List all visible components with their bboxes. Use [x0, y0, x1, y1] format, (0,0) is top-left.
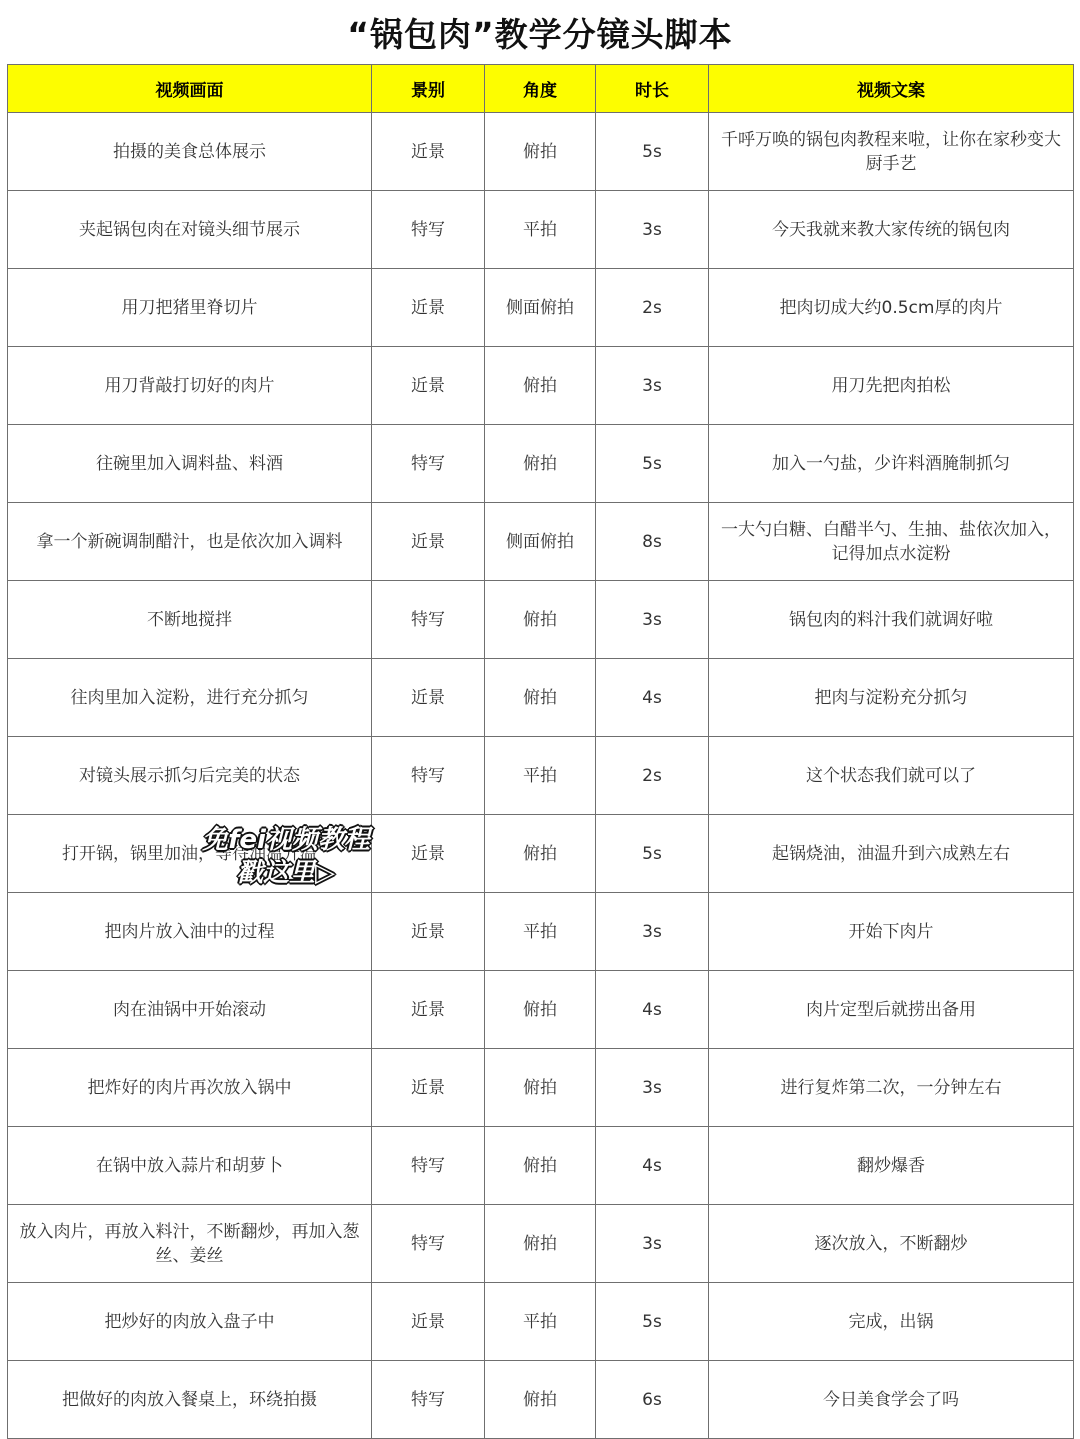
table-row: [8, 659, 1074, 737]
cell-angle: 俯拍: [485, 1205, 596, 1283]
cell-shot: 在锅中放入蒜片和胡萝卜: [8, 1127, 372, 1205]
header-angle: 角度: [485, 65, 596, 113]
cell-copy: 进行复炸第二次，一分钟左右: [709, 1049, 1074, 1127]
table-row: [8, 503, 1074, 581]
table-body: [8, 113, 1074, 1439]
cell-copy: 把肉切成大约0.5cm厚的肉片: [709, 269, 1074, 347]
cell-duration: 3s: [596, 581, 709, 659]
cell-copy: 加入一勺盐，少许料酒腌制抓匀: [709, 425, 1074, 503]
cell-shot-size: 近景: [372, 815, 485, 893]
cell-angle: 俯拍: [485, 1127, 596, 1205]
table-row: [8, 1205, 1074, 1283]
cell-duration: 4s: [596, 659, 709, 737]
cell-angle: 平拍: [485, 893, 596, 971]
cell-copy: 起锅烧油，油温升到六成熟左右: [709, 815, 1074, 893]
cell-copy: 逐次放入，不断翻炒: [709, 1205, 1074, 1283]
table-row: [8, 1127, 1074, 1205]
table-row: [8, 113, 1074, 191]
cell-duration: 6s: [596, 1361, 709, 1439]
cell-shot: 往肉里加入淀粉，进行充分抓匀: [8, 659, 372, 737]
cell-duration: 3s: [596, 1049, 709, 1127]
table-row: [8, 1283, 1074, 1361]
cell-shot-size: 特写: [372, 737, 485, 815]
cell-angle: 俯拍: [485, 113, 596, 191]
cell-shot: 对镜头展示抓匀后完美的状态: [8, 737, 372, 815]
cell-duration: 3s: [596, 191, 709, 269]
table-row: [8, 347, 1074, 425]
cell-copy: 开始下肉片: [709, 893, 1074, 971]
cell-copy: 一大勺白糖、白醋半勺、生抽、盐依次加入，记得加点水淀粉: [709, 503, 1074, 581]
cell-duration: 3s: [596, 347, 709, 425]
cell-angle: 侧面俯拍: [485, 269, 596, 347]
cell-shot: 放入肉片，再放入料汁，不断翻炒，再加入葱丝、姜丝: [8, 1205, 372, 1283]
cell-duration: 3s: [596, 893, 709, 971]
cell-shot: 把肉片放入油中的过程: [8, 893, 372, 971]
cell-shot-size: 近景: [372, 347, 485, 425]
cell-duration: 8s: [596, 503, 709, 581]
cell-shot: 把做好的肉放入餐桌上，环绕拍摄: [8, 1361, 372, 1439]
cell-duration: 5s: [596, 1283, 709, 1361]
cell-copy: 把肉与淀粉充分抓匀: [709, 659, 1074, 737]
cell-shot-size: 近景: [372, 1049, 485, 1127]
cell-angle: 侧面俯拍: [485, 503, 596, 581]
cell-shot: 拍摄的美食总体展示: [8, 113, 372, 191]
cell-shot-size: 近景: [372, 971, 485, 1049]
cell-angle: 俯拍: [485, 347, 596, 425]
cell-copy: 今日美食学会了吗: [709, 1361, 1074, 1439]
cell-angle: 平拍: [485, 737, 596, 815]
cell-angle: 平拍: [485, 191, 596, 269]
cell-shot-size: 特写: [372, 191, 485, 269]
cell-shot-size: 近景: [372, 503, 485, 581]
table-header-row: [8, 65, 1074, 113]
watermark-line-1: 免fei视频教程: [202, 825, 370, 855]
cell-copy: 今天我就来教大家传统的锅包肉: [709, 191, 1074, 269]
cell-shot: 用刀背敲打切好的肉片: [8, 347, 372, 425]
cell-shot: 往碗里加入调料盐、料酒: [8, 425, 372, 503]
cell-shot-size: 特写: [372, 581, 485, 659]
cell-shot-size: 近景: [372, 269, 485, 347]
cell-shot-size: 近景: [372, 659, 485, 737]
storyboard-table: [7, 64, 1074, 1439]
cell-angle: 俯拍: [485, 425, 596, 503]
cell-copy: 用刀先把肉拍松: [709, 347, 1074, 425]
cell-shot-size: 特写: [372, 425, 485, 503]
table-row: [8, 269, 1074, 347]
table-row: [8, 191, 1074, 269]
cell-duration: 4s: [596, 971, 709, 1049]
cell-angle: 俯拍: [485, 1361, 596, 1439]
watermark-line-2: 戳这里▷: [237, 858, 335, 888]
cell-duration: 5s: [596, 113, 709, 191]
cell-angle: 俯拍: [485, 659, 596, 737]
cell-shot-size: 近景: [372, 113, 485, 191]
cell-shot: 把炸好的肉片再次放入锅中: [8, 1049, 372, 1127]
cell-duration: 2s: [596, 269, 709, 347]
cell-shot-size: 近景: [372, 893, 485, 971]
cell-shot-size: 特写: [372, 1361, 485, 1439]
cell-shot-size: 特写: [372, 1127, 485, 1205]
cell-angle: 平拍: [485, 1283, 596, 1361]
header-shot-size: 景别: [372, 65, 485, 113]
cell-shot: 不断地搅拌: [8, 581, 372, 659]
table-row: [8, 893, 1074, 971]
table-row: [8, 737, 1074, 815]
cell-shot: 把炒好的肉放入盘子中: [8, 1283, 372, 1361]
cell-duration: 5s: [596, 425, 709, 503]
cell-shot-size: 近景: [372, 1283, 485, 1361]
cell-angle: 俯拍: [485, 1049, 596, 1127]
page-title: “锅包肉”教学分镜头脚本: [347, 15, 733, 54]
cell-shot: 打开锅，锅里加油，等待油温升温: [8, 815, 372, 893]
cell-duration: 2s: [596, 737, 709, 815]
cell-copy: 千呼万唤的锅包肉教程来啦，让你在家秒变大厨手艺: [709, 113, 1074, 191]
cell-copy: 翻炒爆香: [709, 1127, 1074, 1205]
cell-shot-size: 特写: [372, 1205, 485, 1283]
cell-duration: 5s: [596, 815, 709, 893]
cell-copy: 这个状态我们就可以了: [709, 737, 1074, 815]
header-shot: 视频画面: [8, 65, 372, 113]
cell-shot: 用刀把猪里脊切片: [8, 269, 372, 347]
table-row: [8, 1049, 1074, 1127]
header-copy: 视频文案: [709, 65, 1074, 113]
header-duration: 时长: [596, 65, 709, 113]
table-row: [8, 581, 1074, 659]
cell-shot: 夹起锅包肉在对镜头细节展示: [8, 191, 372, 269]
cell-angle: 俯拍: [485, 815, 596, 893]
cell-copy: 完成，出锅: [709, 1283, 1074, 1361]
cell-angle: 俯拍: [485, 971, 596, 1049]
cell-copy: 锅包肉的料汁我们就调好啦: [709, 581, 1074, 659]
table-row: [8, 971, 1074, 1049]
table-row: [8, 1361, 1074, 1439]
cell-shot: 拿一个新碗调制醋汁，也是依次加入调料: [8, 503, 372, 581]
cell-copy: 肉片定型后就捞出备用: [709, 971, 1074, 1049]
cell-duration: 3s: [596, 1205, 709, 1283]
cell-duration: 4s: [596, 1127, 709, 1205]
cell-shot: 肉在油锅中开始滚动: [8, 971, 372, 1049]
table-row: [8, 425, 1074, 503]
table-row: [8, 815, 1074, 893]
cell-angle: 俯拍: [485, 581, 596, 659]
